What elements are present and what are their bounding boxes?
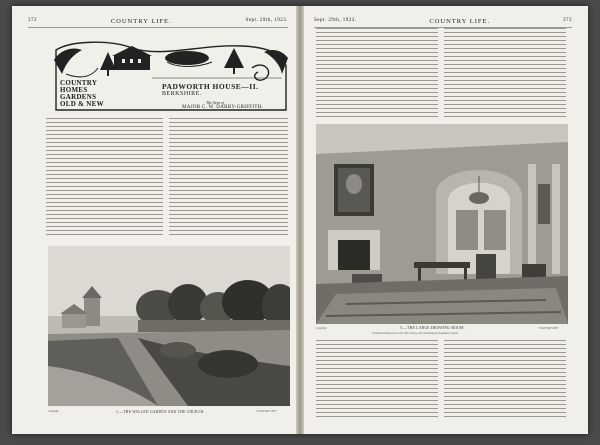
left-body-column-1	[46, 118, 163, 238]
right-body-column-1	[316, 28, 438, 120]
article-title: PADWORTH HOUSE—II.	[162, 82, 259, 91]
right-photo-credit-left: Copyright	[316, 327, 327, 330]
right-body-column-2	[444, 28, 566, 120]
right-running-title: COUNTRY LIFE.	[429, 18, 491, 25]
left-photo-credit-left: Copyright	[48, 410, 59, 413]
left-running-head	[28, 18, 288, 28]
owner-name: MAJOR C. W. DARBY-GRIFFITH.	[182, 105, 264, 110]
right-page-number: 373	[562, 18, 572, 23]
left-photo-caption: 1.—THE WALLED GARDEN AND THE CHURCH.	[116, 410, 205, 414]
masthead-ornament	[52, 40, 290, 112]
right-date: Sept. 29th, 1923.	[314, 18, 357, 23]
walled-garden-photo	[48, 246, 290, 406]
left-page-number: 372	[28, 18, 37, 23]
masthead-series	[60, 80, 120, 108]
left-photo-credit-right: "COUNTRY LIFE."	[256, 410, 278, 413]
right-photo-caption: 5.—THE LARGE DRAWING-ROOM.	[400, 326, 465, 330]
seat-of-label: The Seat of	[206, 100, 224, 105]
drawing-room-photo	[316, 124, 568, 324]
right-page	[302, 6, 588, 434]
left-body-column-2	[169, 118, 288, 238]
left-date: Sept. 29th, 1923.	[245, 18, 288, 23]
series-word: HOMES	[60, 86, 88, 94]
left-running-title: COUNTRY LIFE.	[110, 18, 172, 25]
right-body-column-4	[444, 340, 566, 420]
right-photo-subcaption: Called the Dining-room in the 18th century, and containing the mantelpiece shown	[372, 332, 459, 335]
left-page	[12, 6, 298, 434]
article-county: BERKSHIRE.	[162, 91, 202, 97]
right-body-column-3	[316, 340, 438, 420]
series-word: GARDENS	[60, 93, 97, 101]
right-running-head	[314, 18, 572, 28]
series-word: OLD & NEW	[60, 100, 104, 108]
magazine-spread	[12, 6, 588, 434]
right-photo-credit-right: "COUNTRY LIFE."	[538, 327, 560, 330]
series-word: COUNTRY	[60, 79, 98, 87]
